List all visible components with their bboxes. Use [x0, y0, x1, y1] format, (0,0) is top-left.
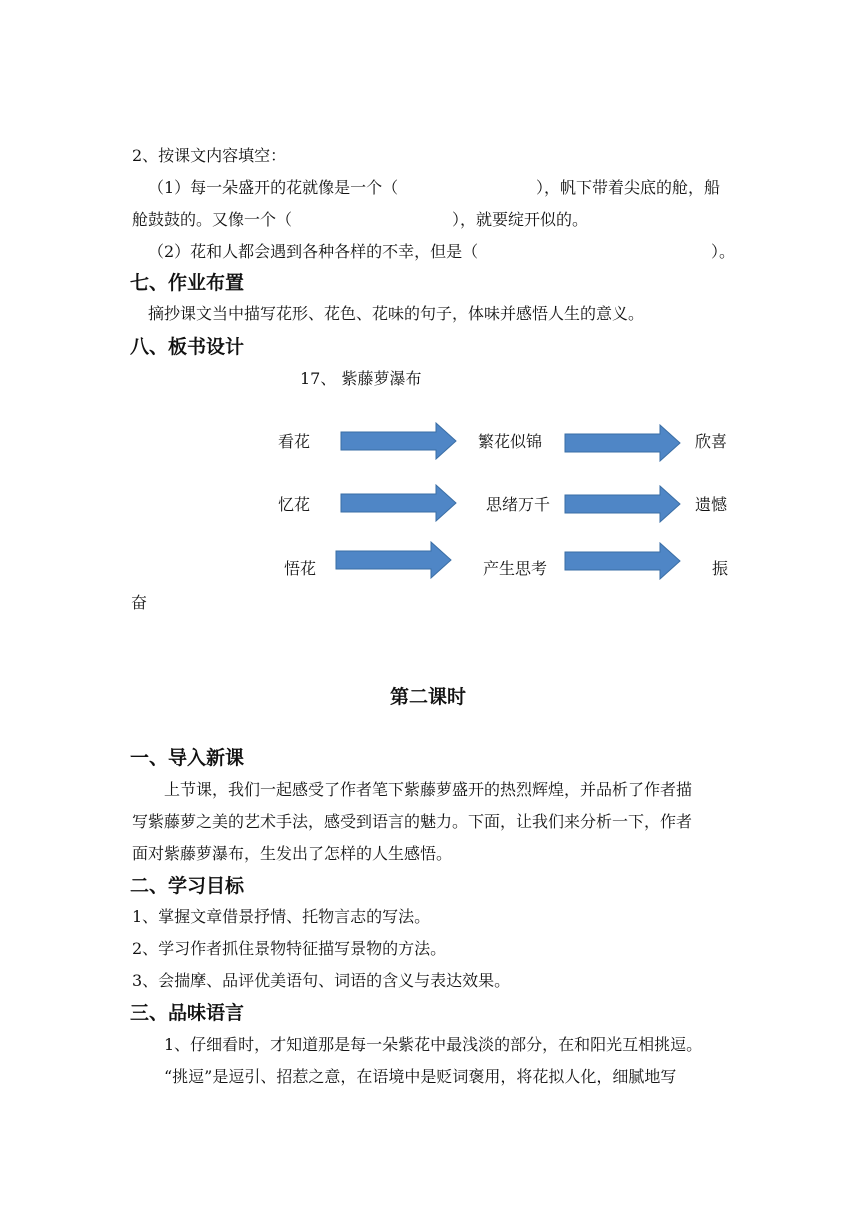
- board-row1-right: 欣喜: [695, 432, 728, 451]
- arrow-right-icon: [564, 485, 682, 523]
- q1-text-c: 舱鼓鼓的。又像一个（: [132, 210, 293, 229]
- q2-text-b: ）。: [711, 242, 736, 261]
- goal-item: 1、掌握文章借景抒情、托物言志的写法。: [132, 907, 431, 926]
- goal-item: 2、学习作者抓住景物特征描写景物的方法。: [132, 939, 447, 958]
- section-8-heading: 八、板书设计: [130, 336, 245, 358]
- q1-text-b: ），帆下带着尖底的舱，船: [536, 178, 721, 197]
- section-7-text: 摘抄课文当中描写花形、花色、花味的句子，体味并感悟人生的意义。: [148, 304, 645, 323]
- intro-line-2: 写紫藤萝之美的艺术手法，感受到语言的魅力。下面，让我们来分析一下，作者: [132, 812, 693, 831]
- board-row3-left: 悟花: [284, 559, 317, 578]
- fill-in-intro: 2、按课文内容填空：: [132, 146, 287, 165]
- board-title: 17、 紫藤萝瀑布: [300, 369, 422, 388]
- arrow-right-icon: [564, 542, 682, 580]
- lesson-2-title: 第二课时: [390, 686, 467, 708]
- section-2-heading: 二、学习目标: [130, 875, 245, 897]
- arrow-right-icon: [564, 424, 682, 462]
- board-row2-mid: 思绪万千: [486, 495, 551, 514]
- intro-line-3: 面对紫藤萝瀑布，生发出了怎样的人生感悟。: [132, 844, 453, 863]
- intro-line-1: 上节课，我们一起感受了作者笔下紫藤萝盛开的热烈辉煌，并品析了作者描: [164, 780, 693, 799]
- q1-text-a: （1）每一朵盛开的花就像是一个（: [148, 178, 399, 197]
- arrow-right-icon: [340, 422, 458, 460]
- board-row2-left: 忆花: [278, 495, 311, 514]
- board-row3-mid: 产生思考: [483, 559, 548, 578]
- language-item-1: 1、仔细看时，才知道那是每一朵紫花中最浅淡的部分，在和阳光互相挑逗。: [164, 1035, 703, 1054]
- q1-text-d: ），就要绽开似的。: [452, 210, 589, 229]
- language-item-1-explain: “挑逗”是逗引、招惹之意，在语境中是贬词褒用，将花拟人化，细腻地写: [164, 1067, 677, 1086]
- board-row1-mid: 繁花似锦: [478, 432, 543, 451]
- board-row3-right: 振: [712, 559, 729, 578]
- section-1-heading: 一、导入新课: [130, 747, 245, 769]
- section-7-heading: 七、作业布置: [130, 272, 245, 294]
- arrow-right-icon: [335, 541, 453, 579]
- q2-text-a: （2）花和人都会遇到各种各样的不幸，但是（: [148, 242, 479, 261]
- arrow-right-icon: [340, 484, 458, 522]
- board-row1-left: 看花: [278, 432, 311, 451]
- board-row2-right: 遗憾: [695, 495, 728, 514]
- section-3-heading: 三、品味语言: [130, 1002, 245, 1024]
- goal-item: 3、会揣摩、品评优美语句、词语的含义与表达效果。: [132, 971, 511, 990]
- board-row3-wrap: 奋: [131, 593, 148, 612]
